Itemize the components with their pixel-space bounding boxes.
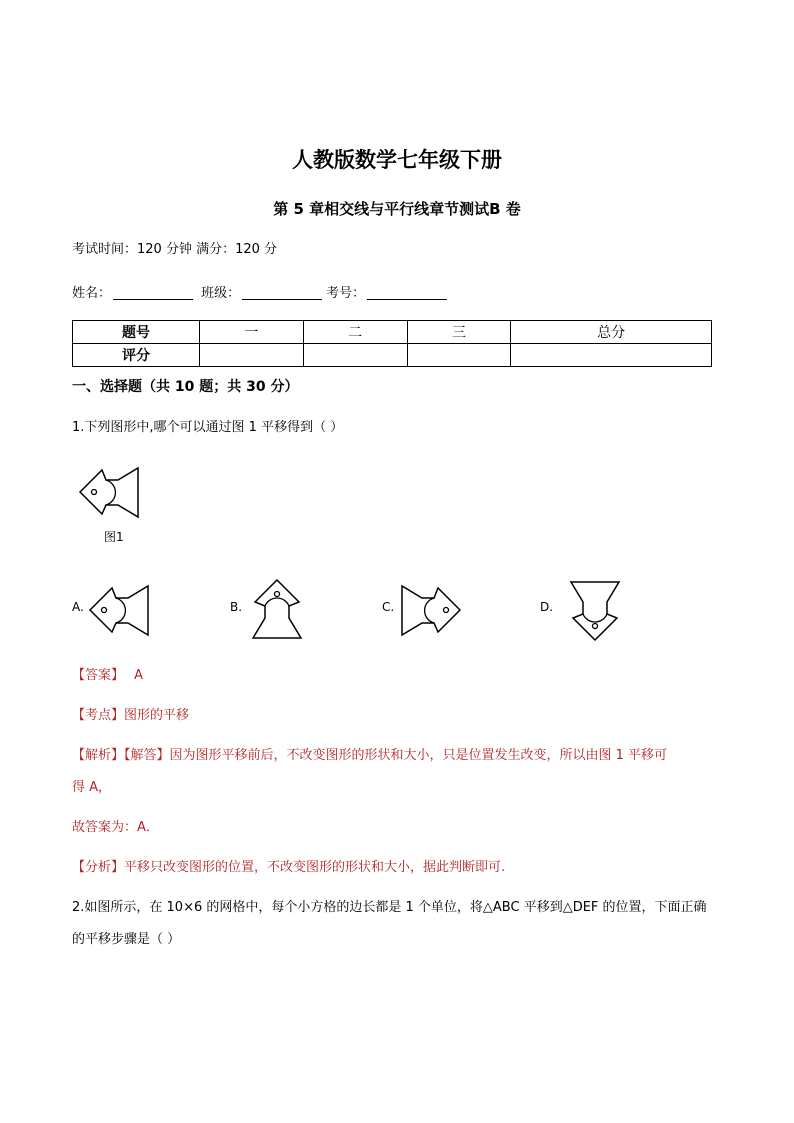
- topic-tag: 【考点】: [72, 708, 125, 723]
- topic-value: 图形的平移: [124, 708, 190, 723]
- question-2-line-2: 的平移步骤是（ ）: [72, 932, 181, 947]
- score-header-cell: 三: [407, 321, 511, 344]
- option-a-shape[interactable]: [88, 580, 152, 642]
- page-subtitle: 第 5 章相交线与平行线章节测试B 卷: [273, 200, 521, 218]
- option-b-label[interactable]: B.: [230, 600, 243, 614]
- number-label: 考号：: [326, 286, 366, 301]
- remark-text: 平移只改变图形的位置，不改变图形的形状和大小，据此判断即可.: [124, 860, 506, 875]
- remark-tag: 【分析】: [72, 860, 125, 875]
- score-cell[interactable]: [303, 344, 407, 367]
- answer-tag: 【答案】: [72, 668, 125, 683]
- name-blank[interactable]: [113, 285, 193, 300]
- section-heading: 一、选择题（共 10 题；共 30 分）: [72, 379, 299, 395]
- exam-info: 考试时间：120 分钟 满分：120 分: [72, 242, 278, 257]
- answer-value: A: [134, 668, 144, 683]
- topic-line: [72, 704, 189, 723]
- option-d-shape[interactable]: [564, 578, 626, 642]
- score-row-label: 评分: [73, 344, 200, 367]
- score-header-cell: 二: [303, 321, 407, 344]
- option-c-shape[interactable]: [398, 580, 462, 642]
- option-c-label[interactable]: C.: [382, 600, 395, 614]
- class-label: 班级：: [201, 286, 241, 301]
- question-1-text: 1.下列图形中,哪个可以通过图 1 平移得到（ ）: [72, 420, 344, 435]
- name-label: 姓名：: [72, 286, 112, 301]
- analysis-line-1: [72, 744, 667, 763]
- option-d-label[interactable]: D.: [540, 600, 554, 614]
- score-header-cell: 一: [200, 321, 304, 344]
- score-table-row: [73, 344, 712, 367]
- figure-1-caption: 图1: [104, 530, 124, 544]
- score-cell[interactable]: [511, 344, 712, 367]
- remark-line: [72, 856, 505, 875]
- score-cell[interactable]: [200, 344, 304, 367]
- score-table-header-row: [73, 321, 712, 344]
- score-header-cell: 题号: [73, 321, 200, 344]
- score-table: [72, 320, 712, 367]
- option-b-shape[interactable]: [246, 578, 308, 642]
- analysis-line-2: 得 A，: [72, 780, 112, 795]
- class-blank[interactable]: [242, 285, 322, 300]
- analysis-text: 因为图形平移前后，不改变图形的形状和大小，只是位置发生改变，所以由图 1 平移可: [169, 748, 668, 763]
- student-fields: [72, 282, 451, 301]
- score-header-cell: 总分: [511, 321, 712, 344]
- score-cell[interactable]: [407, 344, 511, 367]
- question-2-line-1: 2.如图所示，在 10×6 的网格中，每个小方格的边长都是 1 个单位，将△ABC 平移到△DEF 的位置，下面正确: [72, 900, 707, 915]
- analysis-tag: 【解析】【解答】: [72, 748, 170, 763]
- answer-line: [72, 664, 143, 683]
- page-title: 人教版数学七年级下册: [292, 148, 502, 172]
- number-blank[interactable]: [367, 285, 447, 300]
- option-a-label[interactable]: A.: [72, 600, 84, 614]
- figure-1-shape: [78, 462, 142, 524]
- conclusion-line: 故答案为：A．: [72, 820, 159, 835]
